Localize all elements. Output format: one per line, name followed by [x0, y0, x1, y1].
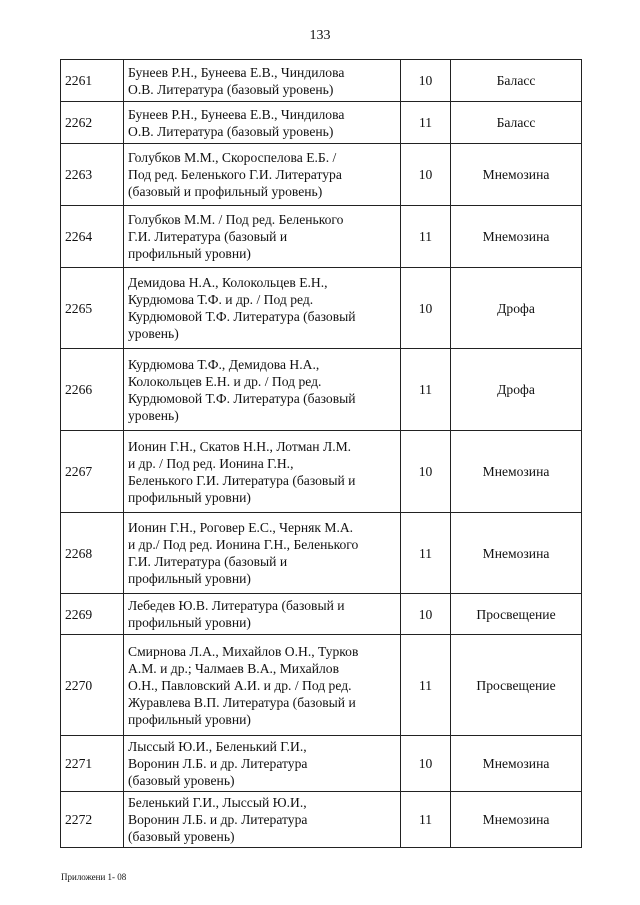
- entry-title-line: (базовый и профильный уровень): [128, 184, 323, 199]
- entry-title-line: Ионин Г.Н., Роговер Е.С., Черняк М.А.: [128, 520, 354, 535]
- entry-grade: 11: [401, 513, 451, 594]
- entry-grade: 10: [401, 594, 451, 635]
- table-row: [61, 431, 582, 513]
- entry-title-line: Курдюмова Т.Ф., Демидова Н.А.,: [128, 356, 320, 372]
- entry-title: [124, 736, 401, 792]
- entry-title-line: Лебедев Ю.В. Литература (базовый и: [128, 598, 345, 613]
- entry-grade: 10: [401, 60, 451, 102]
- entry-title-line: Беленький Г.И., Лыссый Ю.И.,: [128, 795, 307, 810]
- entry-title: [124, 144, 401, 206]
- table-row: [61, 792, 582, 848]
- entry-title-line: Голубков М.М., Скороспелова Е.Б. /: [128, 150, 337, 165]
- entry-publisher: Мнемозина: [451, 431, 582, 513]
- entry-number: 2262: [61, 102, 124, 144]
- entry-number: 2270: [61, 635, 124, 736]
- entry-title-line: профильный уровни): [128, 615, 251, 630]
- table-row: [61, 349, 582, 431]
- entry-title-line: Г.И. Литература (базовый и: [128, 229, 288, 244]
- entry-title-line: Курдюмовой Т.Ф. Литература (базовый: [128, 390, 356, 406]
- entry-title-line: уровень): [128, 407, 179, 423]
- entry-publisher: Мнемозина: [451, 513, 582, 594]
- entry-title-line: Беленького Г.И. Литература (базовый и: [128, 472, 356, 488]
- entry-grade: 11: [401, 102, 451, 144]
- table-row: [61, 206, 582, 268]
- entry-title-line: Лыссый Ю.И., Беленький Г.И.,: [128, 739, 307, 754]
- textbook-table: [60, 59, 582, 848]
- entry-title-line: О.В. Литература (базовый уровень): [128, 123, 334, 139]
- entry-title: [124, 349, 401, 431]
- table-row: [61, 268, 582, 349]
- entry-title-line: профильный уровни): [128, 246, 251, 261]
- entry-title-line: Бунеев Р.Н., Бунеева Е.В., Чиндилова: [128, 106, 345, 122]
- entry-title-line: Бунеев Р.Н., Бунеева Е.В., Чиндилова: [128, 64, 345, 80]
- entry-title: [124, 513, 401, 594]
- table-row: [61, 102, 582, 144]
- entry-title-line: О.В. Литература (базовый уровень): [128, 81, 334, 97]
- entry-title-line: уровень): [128, 326, 179, 341]
- entry-title: [124, 102, 401, 144]
- entry-title-line: Журавлева В.П. Литература (базовый и: [128, 694, 356, 710]
- entry-grade: 11: [401, 206, 451, 268]
- table-row: [61, 635, 582, 736]
- table-row: [61, 144, 582, 206]
- entry-publisher: Баласс: [451, 102, 582, 144]
- table-row: [61, 736, 582, 792]
- entry-title-line: Колокольцев Е.Н. и др. / Под ред.: [128, 373, 322, 389]
- entry-number: 2269: [61, 594, 124, 635]
- entry-title: [124, 792, 401, 848]
- entry-number: 2261: [61, 60, 124, 102]
- entry-grade: 11: [401, 635, 451, 736]
- entry-grade: 10: [401, 736, 451, 792]
- entry-title-line: О.Н., Павловский А.И. и др. / Под ред.: [128, 677, 352, 693]
- entry-title-line: (базовый уровень): [128, 829, 235, 844]
- entry-title: [124, 268, 401, 349]
- entry-number: 2271: [61, 736, 124, 792]
- entry-number: 2265: [61, 268, 124, 349]
- entry-title: [124, 60, 401, 102]
- entry-title-line: А.М. и др.; Чалмаев В.А., Михайлов: [128, 660, 339, 676]
- entry-title-line: Демидова Н.А., Колокольцев Е.Н.,: [128, 275, 328, 290]
- entry-number: 2266: [61, 349, 124, 431]
- entry-title-line: Г.И. Литература (базовый и: [128, 554, 288, 569]
- entry-publisher: Просвещение: [451, 594, 582, 635]
- entry-number: 2267: [61, 431, 124, 513]
- entry-title-line: и др./ Под ред. Ионина Г.Н., Беленького: [128, 537, 359, 552]
- entry-publisher: Мнемозина: [451, 206, 582, 268]
- entry-publisher: Мнемозина: [451, 144, 582, 206]
- entry-grade: 11: [401, 349, 451, 431]
- entry-title: [124, 431, 401, 513]
- entry-title: [124, 206, 401, 268]
- entry-grade: 10: [401, 144, 451, 206]
- entry-title-line: профильный уровни): [128, 711, 251, 727]
- entry-grade: 10: [401, 431, 451, 513]
- entry-grade: 10: [401, 268, 451, 349]
- entry-title: [124, 635, 401, 736]
- entry-title-line: и др. / Под ред. Ионина Г.Н.,: [128, 455, 294, 471]
- entry-number: 2272: [61, 792, 124, 848]
- entry-title-line: Воронин Л.Б. и др. Литература: [128, 756, 308, 771]
- entry-title-line: Ионин Г.Н., Скатов Н.Н., Лотман Л.М.: [128, 438, 352, 454]
- table-row: [61, 594, 582, 635]
- entry-number: 2263: [61, 144, 124, 206]
- entry-number: 2264: [61, 206, 124, 268]
- entry-title-line: Голубков М.М. / Под ред. Беленького: [128, 212, 344, 227]
- entry-title-line: Воронин Л.Б. и др. Литература: [128, 812, 308, 827]
- entry-publisher: Дрофа: [451, 268, 582, 349]
- entry-title-line: Курдюмовой Т.Ф. Литература (базовый: [128, 309, 356, 324]
- page-number: 133: [309, 28, 331, 43]
- footer-note: Приложени 1- 08: [61, 872, 127, 882]
- entry-title-line: (базовый уровень): [128, 773, 235, 788]
- entry-grade: 11: [401, 792, 451, 848]
- entry-title: [124, 594, 401, 635]
- entry-title-line: Под ред. Беленького Г.И. Литература: [128, 167, 342, 182]
- entry-title-line: Смирнова Л.А., Михайлов О.Н., Турков: [128, 643, 359, 659]
- table-row: [61, 60, 582, 102]
- entry-title-line: профильный уровни): [128, 571, 251, 586]
- table-row: [61, 513, 582, 594]
- entry-publisher: Просвещение: [451, 635, 582, 736]
- entry-publisher: Мнемозина: [451, 792, 582, 848]
- table-body: [61, 60, 582, 848]
- entry-publisher: Мнемозина: [451, 736, 582, 792]
- entry-number: 2268: [61, 513, 124, 594]
- entry-publisher: Дрофа: [451, 349, 582, 431]
- entry-title-line: профильный уровни): [128, 489, 251, 505]
- entry-publisher: Баласс: [451, 60, 582, 102]
- entry-title-line: Курдюмова Т.Ф. и др. / Под ред.: [128, 292, 314, 307]
